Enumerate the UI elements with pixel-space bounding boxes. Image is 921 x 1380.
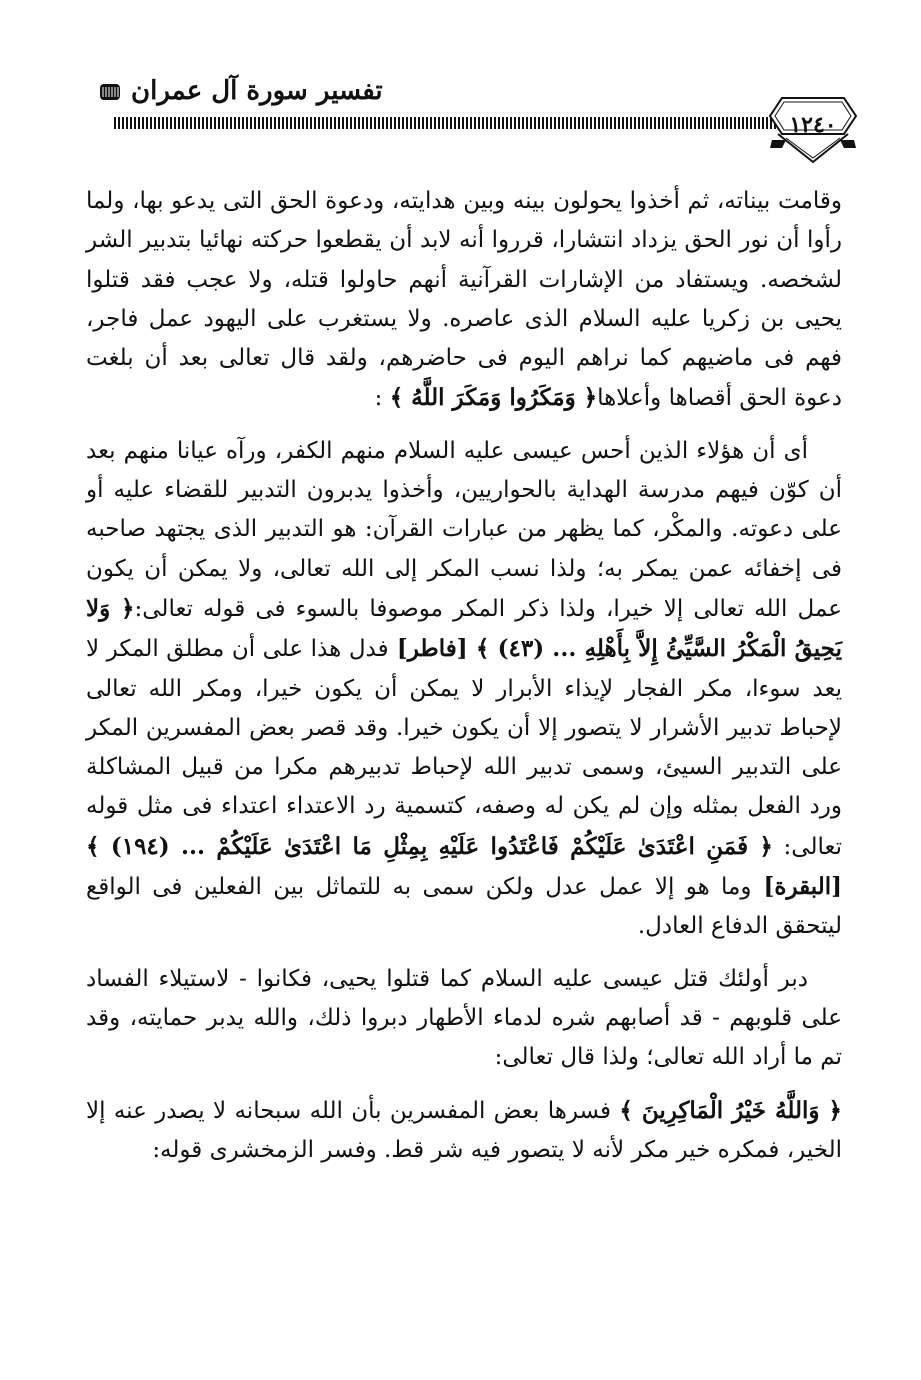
header-rule (114, 117, 847, 129)
paragraph-1 (86, 182, 842, 419)
quran-verse: ﴿ وَلا يَحِيقُ الْمَكْرُ السَّيِّئُ إِلاَّ بِأَهْلِهِ ... (٤٣) ﴾ (86, 594, 842, 663)
paragraph-text: وقامت بيناته، ثم أخذوا يحولون بينه وبين هدايته، ودعوة الحق التى يدعو بها، ولما رأوا أن نور الحق يزداد انتشارا، قرروا أنه لابد أن يقطعوا حركته نهائيا بتدبير الشر لشخصه. ويستفاد من الإشارات القرآنية أنهم حاولوا قتله، ولا عجب فقد قتلوا يحيى بن زكريا عليه السلام الذى عاصره. ولا يستغرب على اليهود عمل فاجر، فهم فى ماضيهم كما نراهم اليوم فى حاضرهم، ولقد قال تعالى بعد أن بلغت دعوة الحق أقصاها وأعلاها (86, 188, 842, 412)
quran-verse: ﴿ وَاللَّهُ خَيْرُ الْمَاكِرِينَ ﴾ (619, 1096, 842, 1124)
ornament-icon (99, 82, 121, 102)
paragraph-2 (86, 432, 842, 947)
page-body (86, 182, 842, 1170)
paragraph-text: أى أن هؤلاء الذين أحس عيسى عليه السلام منهم الكفر، ورآه عيانا منهم بعد أن كوّن فيهم مدرسة الهداية بالحواريين، وأخذوا يدبرون التدبير للقضاء عليه أو على دعوته. والمكْر، كما يظهر من عبارات القرآن: هو التدبير الذى يجتهد صاحبه فى إخفائه عمن يمكر به؛ ولذا نسب المكر إلى الله تعالى، ولا يمكن أن يكون عمل الله تعالى إلا خيرا، ولذا ذكر المكر موصوفا بالسوء فى قوله تعالى: (86, 437, 842, 622)
page-number: ١٢٤٠ (789, 112, 837, 138)
quran-verse: ﴿ فَمَنِ اعْتَدَىٰ عَلَيْكُمْ فَاعْتَدُوا عَلَيْهِ بِمِثْلِ مَا اعْتَدَىٰ عَلَيْكُمْ ... (١٩٤) ﴾ (86, 832, 773, 860)
quran-verse: ﴿ وَمَكَرُوا وَمَكَرَ اللَّهُ ﴾ (389, 384, 598, 412)
paragraph-text: : (374, 385, 390, 412)
running-title: تفسير سورة آل عمران (131, 76, 383, 106)
paragraph-4 (86, 1091, 842, 1171)
surah-reference: [البقرة] (751, 873, 842, 901)
paragraph-3 (86, 960, 842, 1078)
page-header (91, 70, 851, 120)
paragraph-text: فدل هذا على أن مطلق المكر لا يعد سوءا، مكر الفجار لإيذاء الأبرار لا يمكن أن يكون خيرا، ومكر الله تعالى لإحباط تدبير الأشرار لا يتصور إلا أن يكون خيرا. وقد قصر بعض المفسرين المكر على التدبير السيئ، وسمى تدبير الله لإحباط تدبيرهم مكرا من قبيل المشاكلة ورد الفعل بمثله وإن لم يكن له وصفه، كتسمية رد الاعتداء اعتداء فى مثل قوله تعالى: (86, 636, 842, 860)
paragraph-text: فسرها بعض المفسرين بأن الله سبحانه لا يصدر عنه إلا الخير، فمكره خير مكر لأنه لا يتصور فيه شر قط. وفسر الزمخشرى قوله: (86, 1097, 842, 1163)
paragraph-text: وما هو إلا عمل عدل ولكن سمى به للتماثل بين الفعلين فى الواقع ليتحقق الدفاع العادل. (86, 874, 842, 940)
paragraph-text: دبر أولئك قتل عيسى عليه السلام كما قتلوا يحيى، فكانوا - لاستيلاء الفساد على قلوبهم - قد أصابهم شره لدماء الأطهار دبروا ذلك، والله يدبر حمايته، وقد تم ما أراد الله تعالى؛ ولذا قال تعالى: (86, 965, 842, 1071)
surah-reference: [فاطر] (388, 635, 476, 663)
